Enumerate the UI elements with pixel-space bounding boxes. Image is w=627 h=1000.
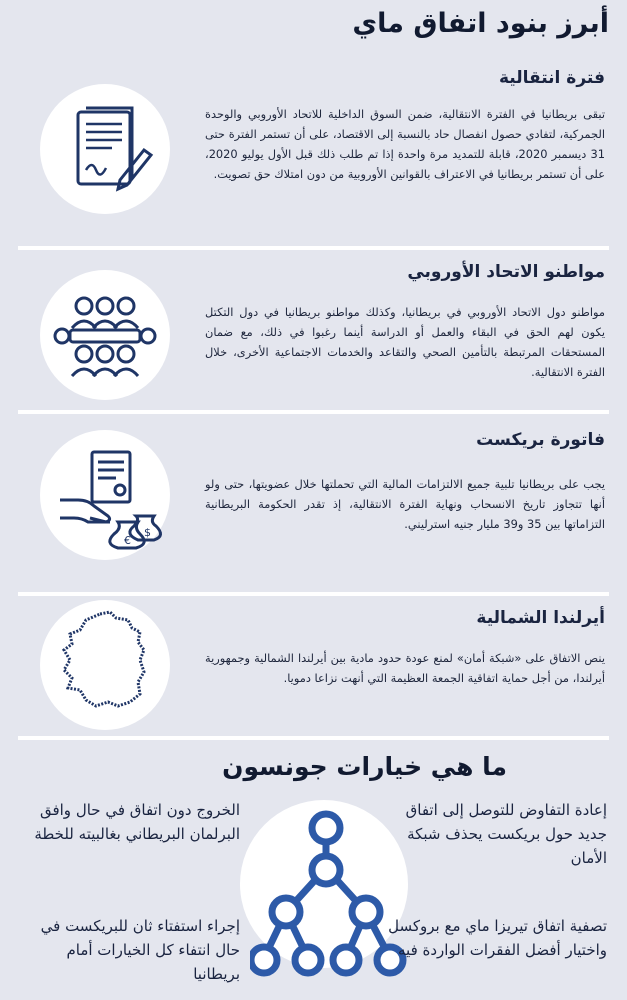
page-title: أبرز بنود اتفاق ماي — [352, 8, 609, 39]
option-renegotiate: إعادة التفاوض للتوصل إلى اتفاق جديد حول بريكست يحذف شبكة الأمان — [405, 801, 607, 867]
option-second-referendum: إجراء استفتاء ثان للبريكست في حال انتفاء كل الخيارات أمام بريطانيا — [40, 917, 240, 983]
section-text: ينص الاتفاق على «شبكة أمان» لمنع عودة حدود مادية بين أيرلندا الشمالية وجمهورية أيرلندا، من أجل حماية اتفاقية الجمعة العظيمة التي أنهت نزاعا دمويا. — [205, 651, 605, 685]
invoice-money-icon — [40, 430, 170, 560]
ireland-map-icon — [40, 600, 170, 730]
section-title: فترة انتقالية — [498, 68, 605, 88]
section-northern-ireland — [0, 598, 627, 738]
options-title: ما هي خيارات جونسون — [222, 752, 507, 781]
svg-text:€: € — [124, 534, 131, 547]
section-icon-circle — [40, 430, 170, 560]
divider — [18, 736, 609, 740]
document-pen-icon — [40, 84, 170, 214]
people-meeting-icon — [40, 270, 170, 400]
option-refine-may-deal: تصفية اتفاق تيريزا ماي مع بروكسل واختيار أفضل الفقرات الواردة فيه — [388, 917, 607, 959]
section-text: يجب على بريطانيا تلبية جميع الالتزامات المالية التي تحملتها خلال عضويتها، حتى ولو أنها تتجاوز تاريخ الانسحاب ونهاية الفترة الانتقالية، إذ تقدر الحكومة البريطانية التزاماتها بين 35 و39 مليار جنيه استرليني. — [205, 477, 605, 531]
option-no-deal: الخروج دون اتفاق في حال وافق البرلمان البريطاني بغالبيته للخطة — [34, 801, 240, 843]
section-text: تبقى بريطانيا في الفترة الانتقالية، ضمن السوق الداخلية للاتحاد الأوروبي والوحدة الجمركية، لتفادي حصول انفصال حاد بالنسبة إلى الاقتصاد، على أن تستمر الفترة حتى 31 ديسمبر 2020، قابلة للتمديد مرة واحدة إذا تم طلب ذلك قبل الأول يوليو 2020، على أن تستمر بريطانيا في الاعتراف بالقوانين الأوروبية من دون امتلاك حق تصويت. — [205, 107, 606, 181]
svg-text:$: $ — [144, 526, 151, 539]
section-title: مواطنو الاتحاد الأوروبي — [407, 262, 605, 282]
section-transition-period — [0, 50, 627, 250]
divider — [18, 246, 609, 250]
section-icon-circle — [40, 84, 170, 214]
section-icon-circle — [40, 600, 170, 730]
section-title: فاتورة بريكست — [476, 430, 605, 450]
section-brexit-bill — [0, 416, 627, 596]
section-title: أيرلندا الشمالية — [476, 608, 605, 628]
section-text: مواطنو دول الاتحاد الأوروبي في بريطانيا، وكذلك مواطنو بريطانيا في دول التكتل يكون لهم الحق في البقاء والعمل أو الدراسة أينما رغبوا في ذلك، مع ضمان المستحقات المرتبطة بالتأمين الصحي والتقاعد والخدمات الاجتماعية الأخرى، خلال الفترة الانتقالية. — [205, 305, 605, 379]
divider — [18, 592, 609, 596]
divider — [18, 410, 609, 414]
section-icon-circle — [40, 270, 170, 400]
section-eu-citizens — [0, 252, 627, 412]
